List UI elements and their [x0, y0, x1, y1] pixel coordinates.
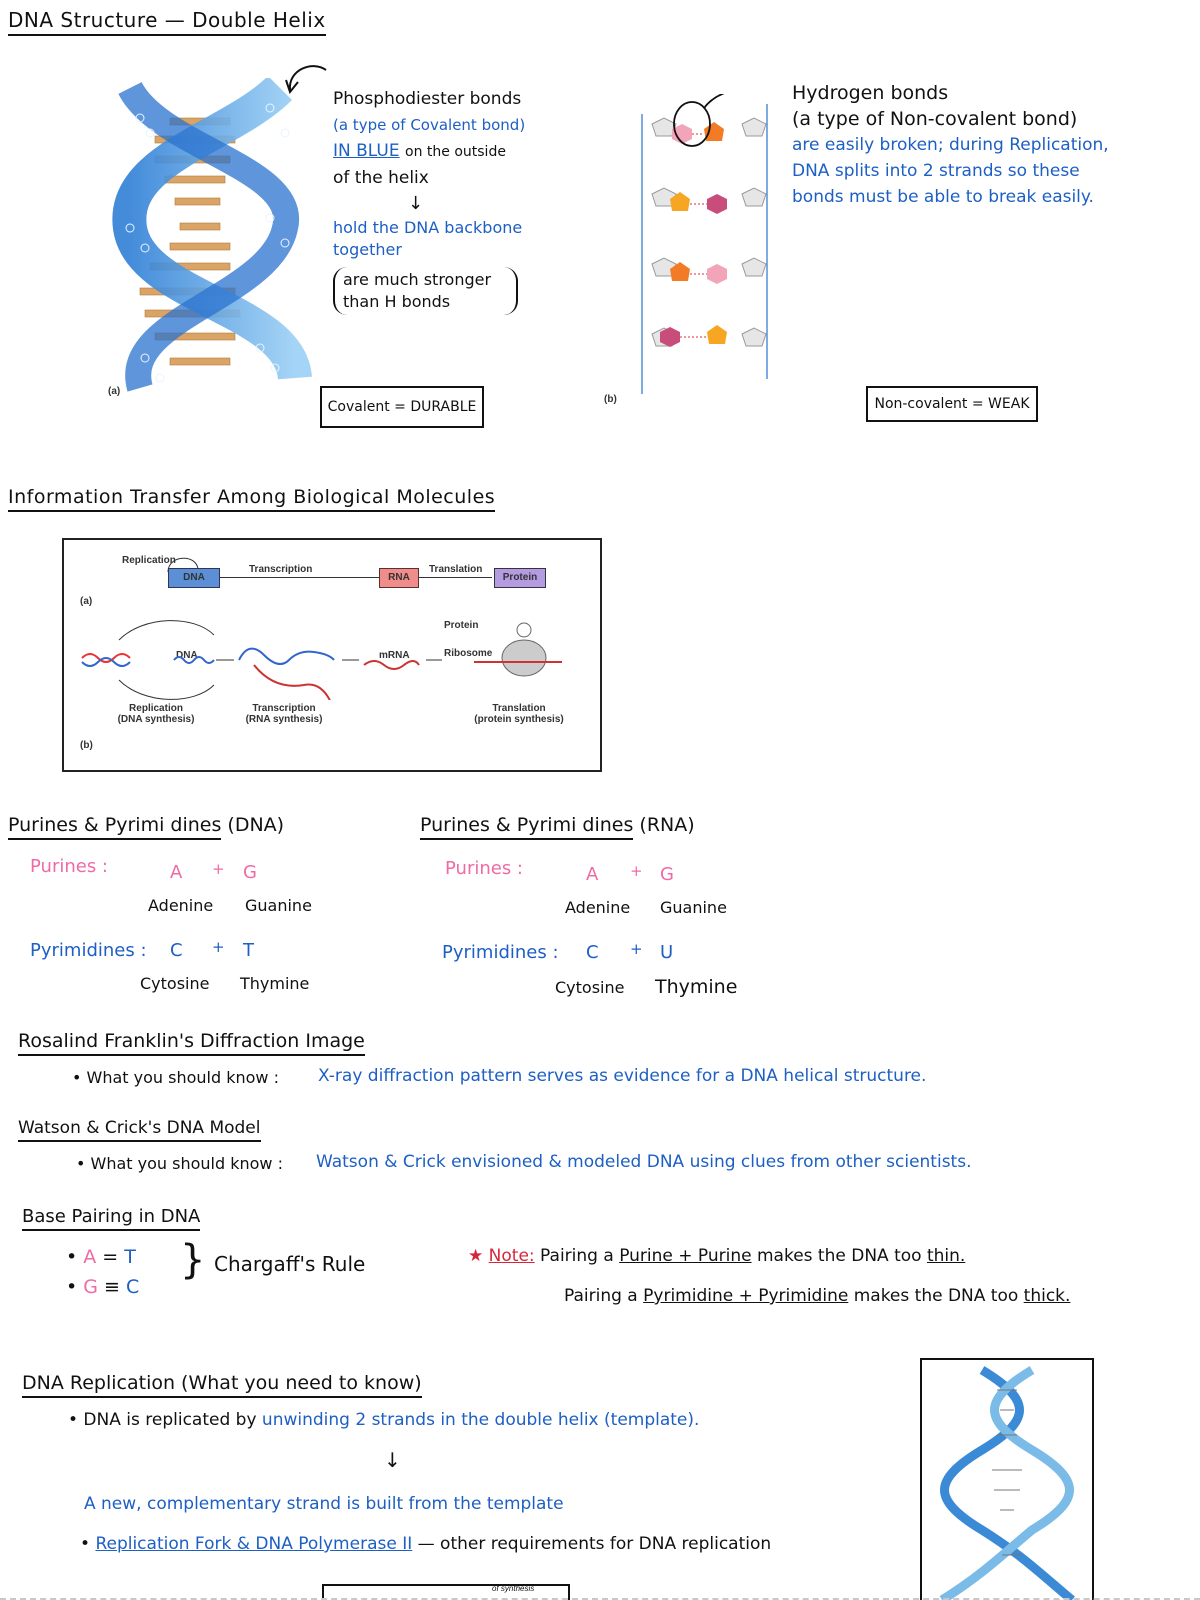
- phospho-line7: are much stronger: [343, 270, 492, 289]
- dna-thymine: Thymine: [240, 974, 310, 993]
- rep-b3b: — other requirements for DNA replication: [417, 1534, 772, 1554]
- replication-bullet1: [68, 1410, 699, 1430]
- star-icon: ★: [468, 1246, 484, 1266]
- replication-helix-figure: [920, 1358, 1094, 1600]
- fig-a-label: (a): [80, 596, 93, 607]
- dna-box: DNA: [168, 568, 220, 588]
- dna-purines-label: Purines :: [30, 856, 108, 877]
- phospho-paren-note: [333, 267, 518, 315]
- rep-b1b: unwinding 2 strands in the double helix (template).: [261, 1410, 700, 1430]
- dna-cytosine: Cytosine: [140, 974, 210, 993]
- watson-text: Watson & Crick envisioned & modeled DNA using clues from other scientists.: [316, 1152, 972, 1172]
- mrna-label: mRNA: [379, 650, 410, 661]
- pair-a: A: [83, 1246, 97, 1268]
- brace-icon: }: [180, 1237, 206, 1283]
- rna-cytosine: Cytosine: [555, 978, 625, 997]
- note2d: thick.: [1023, 1286, 1071, 1306]
- rna-purines-label: Purines :: [445, 858, 523, 879]
- protein-lower-label: Protein: [444, 620, 479, 631]
- franklin-text: X-ray diffraction pattern serves as evidence for a DNA helical structure.: [318, 1066, 927, 1086]
- phospho-line2: (a type of Covalent bond): [333, 116, 526, 134]
- pair-gc-row: • G ≡ C: [66, 1276, 140, 1298]
- dna-pyrimidine-t: T: [243, 940, 254, 961]
- phospho-outside: on the outside: [405, 144, 506, 160]
- pair-c: C: [126, 1276, 140, 1298]
- replication-bullet2: A new, complementary strand is built from the template: [84, 1494, 564, 1514]
- section-title-dna-structure: DNA Structure — Double Helix: [8, 8, 326, 36]
- tx-caption-line2: (RNA synthesis): [245, 714, 323, 725]
- dna-pyrimidine-plus: +: [212, 938, 225, 956]
- double-helix-figure: [100, 78, 315, 398]
- hbond-line2: (a type of Non-covalent bond): [792, 108, 1078, 130]
- rna-pyrimidine-c: C: [586, 942, 599, 963]
- bases-rna-title-main: Purines & Pyrimi dines: [420, 814, 633, 840]
- rna-pyrimidine-plus: +: [630, 940, 643, 958]
- note1a: Pairing a: [540, 1246, 614, 1266]
- tx-caption-line1: Transcription: [252, 703, 316, 714]
- hbond-line4: DNA splits into 2 strands so these: [792, 161, 1080, 181]
- rna-adenine: Adenine: [565, 898, 631, 917]
- dna-purine-a: A: [170, 862, 183, 883]
- replication-title-text: DNA Replication (What you need to know): [22, 1372, 422, 1398]
- dna-lower-label: DNA: [176, 650, 198, 661]
- note1b: Purine + Purine: [619, 1246, 752, 1266]
- ladder-fig-label: (b): [604, 394, 617, 405]
- rna-thymine: Thymine: [655, 976, 738, 998]
- replication-arrow-icon: ↓: [384, 1448, 401, 1472]
- noncovalent-weak-box: Non-covalent = WEAK: [866, 386, 1038, 422]
- pair-at-row: • A = T: [66, 1246, 136, 1268]
- phosphodiester-notes: [333, 86, 563, 315]
- replication-bullet3: • Replication Fork & DNA Polymerase II — other requirements for DNA replication: [80, 1534, 772, 1554]
- ribosome-label: Ribosome: [444, 648, 493, 659]
- phospho-arrow-icon: ↓: [408, 193, 424, 214]
- phospho-line6: together: [333, 240, 402, 259]
- fig-b-label: (b): [80, 740, 93, 751]
- section-title-info-transfer: Information Transfer Among Biological Molecules: [8, 486, 495, 512]
- helix-fig-label: (a): [108, 386, 121, 397]
- phospho-line4: of the helix: [333, 168, 429, 188]
- hbond-line5: bonds must be able to break easily.: [792, 187, 1094, 207]
- dna-guanine: Guanine: [245, 896, 312, 915]
- pairing-note-line1: [468, 1246, 965, 1266]
- arrow-rna-protein: [418, 577, 492, 578]
- franklin-title: Rosalind Franklin's Diffraction Image: [18, 1030, 365, 1056]
- note2a: Pairing a: [564, 1286, 638, 1306]
- replication-helix-illustration: [922, 1360, 1092, 1600]
- transcription-caption: [239, 703, 329, 725]
- replication-label: Replication: [122, 555, 176, 566]
- covalent-durable-box: Covalent = DURABLE: [320, 386, 484, 428]
- phospho-line1: Phosphodiester bonds: [333, 89, 522, 109]
- translation-caption: [469, 703, 569, 725]
- pair-g: G: [83, 1276, 98, 1298]
- info-transfer-figure: [62, 538, 602, 772]
- pairing-note-line2: [564, 1286, 1070, 1306]
- rep-b3a: Replication Fork & DNA Polymerase II: [95, 1534, 413, 1554]
- pair-gc-eq: ≡: [104, 1276, 120, 1298]
- dna-purine-g: G: [243, 862, 257, 883]
- rna-purine-a: A: [586, 864, 599, 885]
- pairing-title: Base Pairing in DNA: [22, 1206, 200, 1231]
- bases-dna-title-main: Purines & Pyrimi dines: [8, 814, 221, 840]
- tl-caption-line1: Translation: [492, 703, 546, 714]
- note1c: makes the DNA too: [757, 1246, 922, 1266]
- rep-b1a: • DNA is replicated by: [68, 1410, 257, 1430]
- phospho-line5: hold the DNA backbone: [333, 218, 523, 237]
- pair-t: T: [124, 1246, 136, 1268]
- bases-rna-title: [420, 814, 695, 836]
- hbond-line1: Hydrogen bonds: [792, 82, 949, 104]
- rna-purine-g: G: [660, 864, 674, 885]
- curved-arrow-icon: [282, 56, 332, 96]
- bases-dna-title-suffix: (DNA): [227, 814, 285, 836]
- tl-caption-line2: (protein synthesis): [474, 714, 564, 725]
- phospho-in-blue: IN BLUE: [333, 141, 400, 161]
- translation-label: Translation: [429, 564, 483, 575]
- protein-box: Protein: [494, 568, 546, 588]
- rna-pyrimidines-label: Pyrimidines :: [442, 942, 559, 963]
- rna-guanine: Guanine: [660, 898, 727, 917]
- replication-caption: [116, 703, 196, 725]
- dna-pyrimidine-c: C: [170, 940, 183, 961]
- rna-pyrimidine-u: U: [660, 942, 674, 963]
- molecular-process-illustration: [64, 610, 596, 700]
- dna-purine-plus: +: [212, 860, 225, 878]
- note2c: makes the DNA too: [853, 1286, 1019, 1306]
- synthesis-label: of synthesis: [492, 1584, 535, 1593]
- bases-dna-title: [8, 814, 284, 836]
- watson-bullet: • What you should know :: [76, 1154, 283, 1173]
- note1d: thin.: [926, 1246, 966, 1266]
- transcription-label: Transcription: [249, 564, 313, 575]
- hbond-line3: are easily broken; during Replication,: [792, 135, 1109, 155]
- rep-caption-line1: Replication: [129, 703, 183, 714]
- rna-purine-plus: +: [630, 862, 643, 880]
- note2b: Pyrimidine + Pyrimidine: [643, 1286, 849, 1306]
- watson-title: Watson & Crick's DNA Model: [18, 1118, 261, 1142]
- base-pair-illustration: [612, 94, 802, 412]
- dna-adenine: Adenine: [148, 896, 214, 915]
- pair-at-eq: =: [102, 1246, 119, 1268]
- franklin-bullet: • What you should know :: [72, 1068, 279, 1087]
- replication-title: [22, 1372, 422, 1394]
- phospho-line8: than H bonds: [343, 292, 451, 311]
- hydrogen-bond-notes: [792, 80, 1162, 210]
- bases-rna-title-suffix: (RNA): [639, 814, 695, 836]
- note-label: Note:: [488, 1246, 535, 1266]
- rna-box: RNA: [379, 568, 419, 588]
- rep-caption-line2: (DNA synthesis): [117, 714, 195, 725]
- dna-pyrimidines-label: Pyrimidines :: [30, 940, 147, 961]
- base-ladder-figure: [604, 94, 802, 412]
- chargaff-rule: Chargaff's Rule: [214, 1252, 366, 1276]
- double-helix-illustration: [100, 78, 315, 398]
